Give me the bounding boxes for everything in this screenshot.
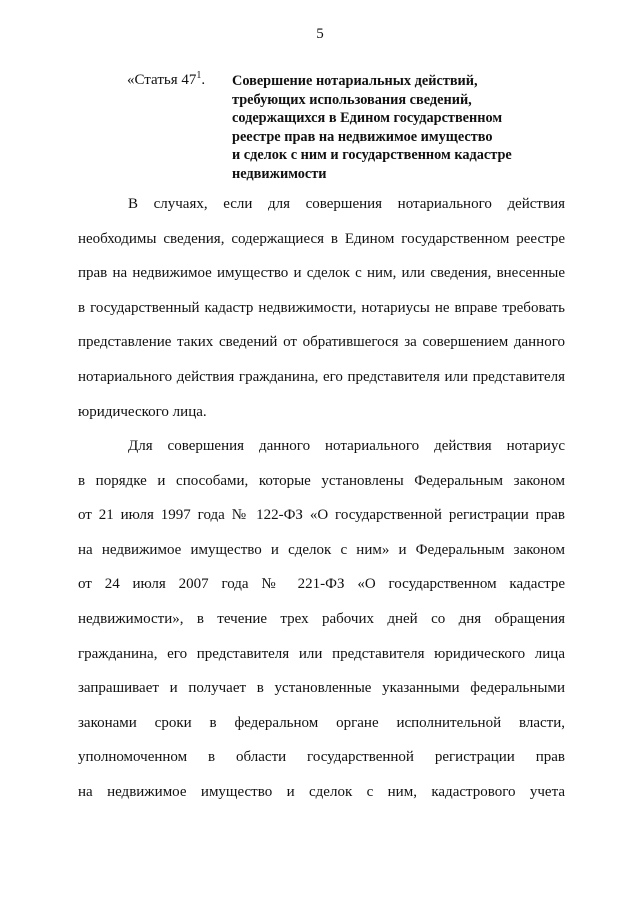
paragraph-line: запрашивает и получает в установленные указанными федеральными [78,680,565,697]
paragraph-line: уполномоченном в области государственной регистрации прав [78,749,565,766]
paragraph-line: юридического лица. [78,403,207,420]
paragraph-line: в порядке и способами, которые установлены Федеральным законом [78,472,565,489]
paragraph-line: представление таких сведений от обратившегося за совершением данного [78,334,565,351]
article-label-text: «Статья 47 [127,72,197,88]
article-label-suffix: . [201,72,206,88]
article-title-line: реестре прав на недвижимое имущество [232,128,493,145]
paragraph-line: от 24 июля 2007 года № 221-ФЗ «О государственном кадастре [78,576,565,593]
article-title-line: содержащихся в Едином государственном [232,110,503,127]
paragraph-1 [78,187,565,429]
paragraph-line: В случаях, если для совершения нотариального действия [128,196,565,212]
paragraph-2 [78,429,565,810]
paragraph-line: прав на недвижимое имущество и сделок с ним, или сведения, внесенные [78,265,565,282]
article-title-line: и сделок с ним и государственном кадастре [232,147,512,164]
paragraph-line: недвижимости», в течение трех рабочих дней со дня обращения [78,610,565,627]
article-header [127,72,567,184]
paragraph-line: от 21 июля 1997 года № 122-ФЗ «О государственной регистрации прав [78,507,565,524]
article-title-line: Совершение нотариальных действий, [232,73,478,89]
paragraph-line: на недвижимое имущество и сделок с ним, кадастрового учета [78,783,565,800]
article-title [232,72,562,184]
paragraph-line: на недвижимое имущество и сделок с ним» и Федеральным законом [78,541,565,558]
page-number: 5 [316,26,324,42]
article-label-superscript: 1 [196,70,202,81]
paragraph-line: гражданина, его представителя или представителя юридического лица [78,645,565,662]
article-title-line: недвижимости [232,165,327,182]
paragraph-line: нотариального действия гражданина, его представителя или представителя [78,368,565,385]
paragraph-line: Для совершения данного нотариального действия нотариус [128,438,565,454]
paragraph-line: в государственный кадастр недвижимости, нотариусы не вправе требовать [78,299,565,316]
paragraph-line: законами сроки в федеральном органе исполнительной власти, [78,714,565,731]
article-label [127,72,232,184]
paragraph-line: необходимы сведения, содержащиеся в Едином государственном реестре [78,230,565,247]
article-title-line: требующих использования сведений, [232,91,472,108]
